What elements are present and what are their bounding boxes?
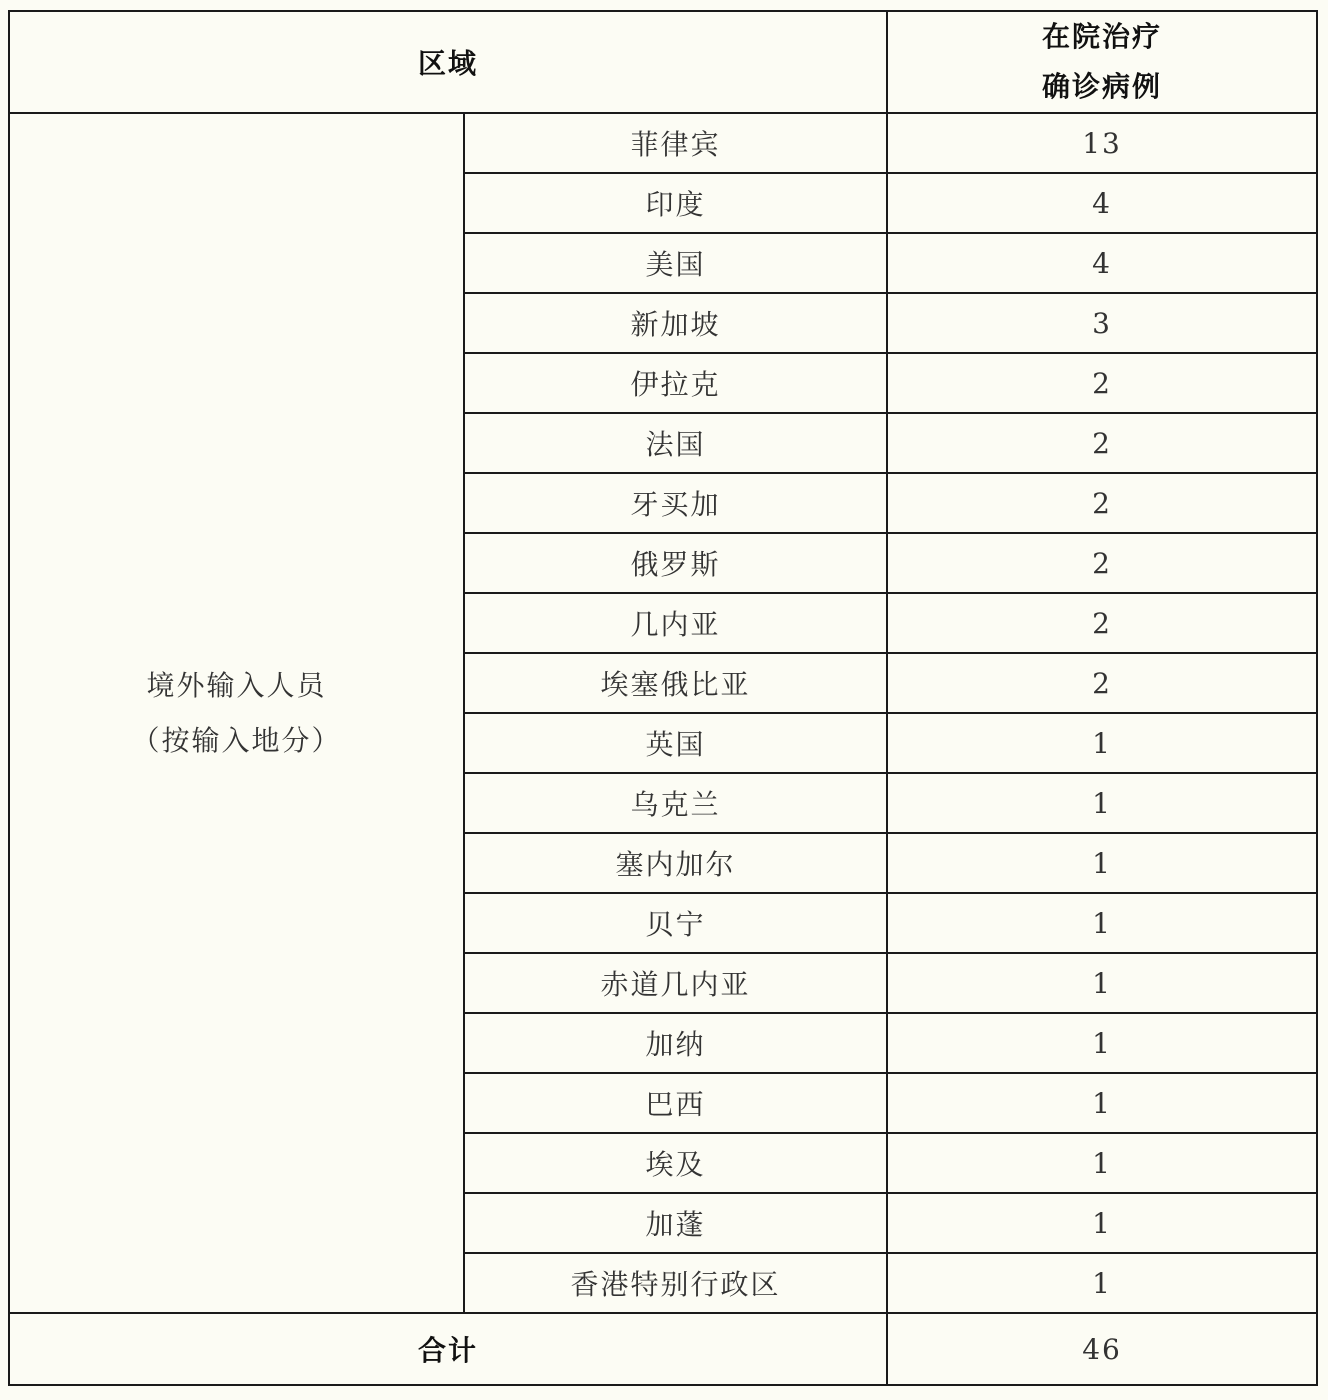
country-name: 英国 [464,713,887,773]
category-label-line1: 境外输入人员 [146,669,327,702]
region-header: 区域 [9,11,887,113]
case-count: 1 [887,1013,1317,1073]
case-count: 4 [887,173,1317,233]
case-count: 2 [887,533,1317,593]
country-name: 美国 [464,233,887,293]
country-name: 加蓬 [464,1193,887,1253]
case-count: 3 [887,293,1317,353]
country-name: 几内亚 [464,593,887,653]
case-count: 1 [887,1073,1317,1133]
case-count: 1 [887,1193,1317,1253]
country-name: 菲律宾 [464,113,887,173]
cases-table [8,10,1318,1386]
case-count: 2 [887,473,1317,533]
cases-header-line1: 在院治疗 [1042,20,1163,53]
country-name: 塞内加尔 [464,833,887,893]
country-name: 伊拉克 [464,353,887,413]
case-count: 2 [887,353,1317,413]
country-name: 法国 [464,413,887,473]
country-name: 赤道几内亚 [464,953,887,1013]
country-name: 牙买加 [464,473,887,533]
country-name: 巴西 [464,1073,887,1133]
country-name: 印度 [464,173,887,233]
case-count: 1 [887,1253,1317,1313]
case-count: 13 [887,113,1317,173]
country-name: 加纳 [464,1013,887,1073]
category-cell [9,113,464,1313]
case-count: 2 [887,413,1317,473]
header-row [9,11,1317,113]
country-name: 香港特别行政区 [464,1253,887,1313]
table-row [9,113,1317,173]
case-count: 1 [887,773,1317,833]
total-row [9,1313,1317,1385]
country-name: 俄罗斯 [464,533,887,593]
total-value: 46 [887,1313,1317,1385]
case-count: 1 [887,833,1317,893]
country-name: 埃及 [464,1133,887,1193]
total-label: 合计 [9,1313,887,1385]
country-name: 贝宁 [464,893,887,953]
category-label-line2: （按输入地分） [131,724,342,757]
cases-header-line2: 确诊病例 [1042,70,1163,103]
country-name: 埃塞俄比亚 [464,653,887,713]
case-count: 1 [887,1133,1317,1193]
case-count: 4 [887,233,1317,293]
cases-header [887,11,1317,113]
case-count: 1 [887,953,1317,1013]
case-count: 1 [887,713,1317,773]
country-name: 乌克兰 [464,773,887,833]
case-count: 2 [887,593,1317,653]
case-count: 1 [887,893,1317,953]
case-count: 2 [887,653,1317,713]
country-name: 新加坡 [464,293,887,353]
